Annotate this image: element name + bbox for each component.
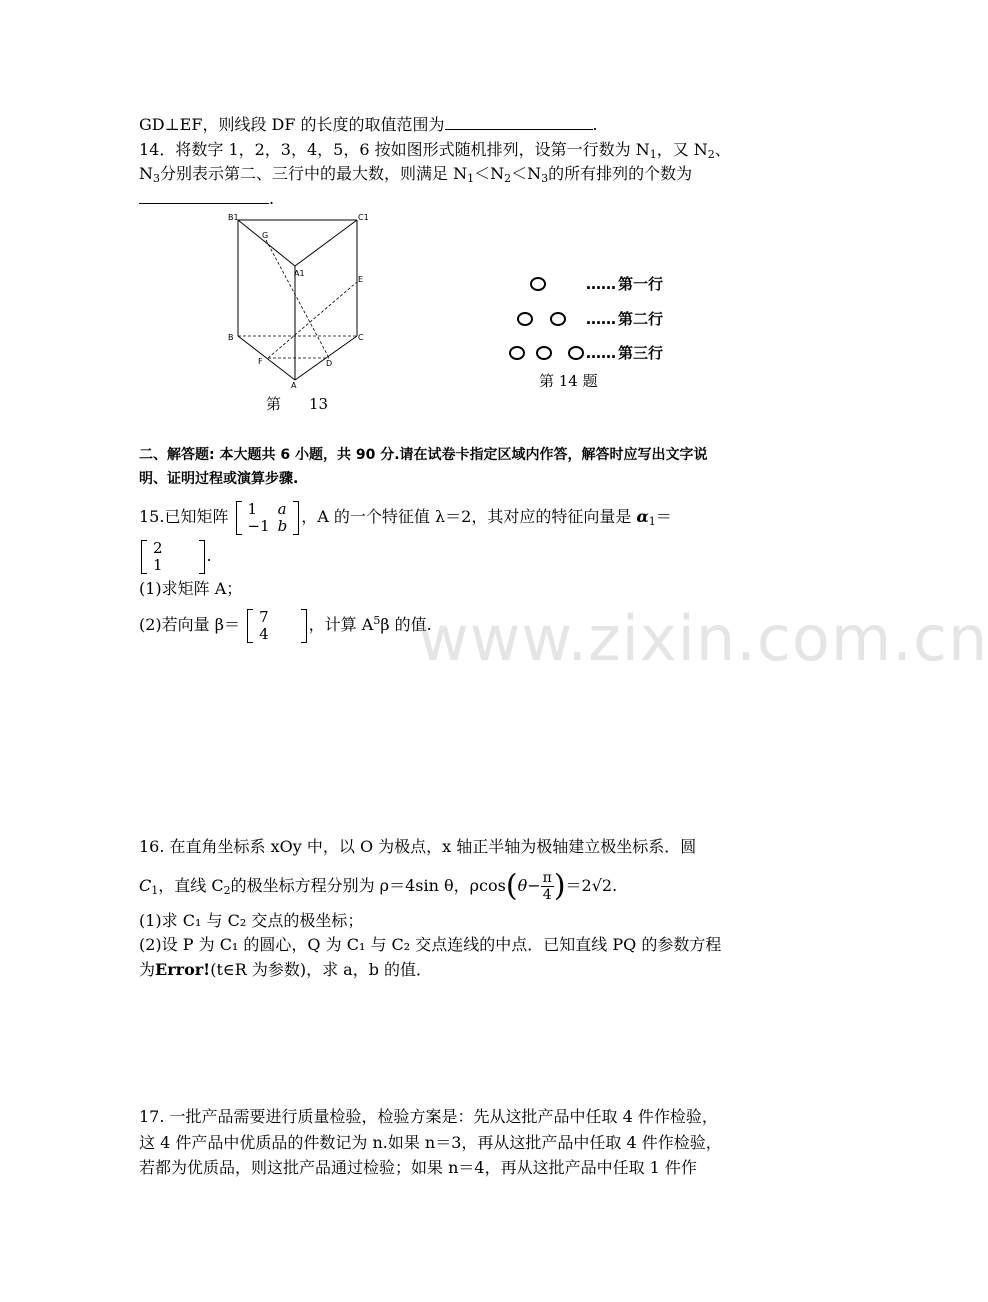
q14-sub: 3 <box>153 172 160 185</box>
q14-text-g: 的所有排列的个数为 <box>548 164 693 183</box>
label-e: E <box>358 275 364 284</box>
fraction-num: π <box>542 870 552 886</box>
label-row3: 第三行 <box>618 344 664 362</box>
q16-theta: θ− <box>517 876 541 895</box>
dots-row2: …… <box>586 310 616 328</box>
q14-text-a: 14．将数字 1，2，3，4，5，6 按如图形式随机排列，设第一行数为 N <box>139 140 650 159</box>
q14-end: . <box>269 189 275 208</box>
figure-13-caption <box>266 393 328 414</box>
circle-row2-a <box>518 313 532 325</box>
q15-p2sup: 5 <box>373 614 381 627</box>
q16-part2: (2)设 P 为 C₁ 的圆心，Q 为 C₁ 与 C₂ 交点连线的中点．已知直线 PQ 的参数方程 <box>139 935 722 954</box>
q16-text-d: ＝2√2. <box>565 876 618 895</box>
circle-row2-b <box>551 313 565 325</box>
q15-p2a: (2)若向量 β＝ <box>139 615 241 634</box>
q17-line1: 17. 一批产品需要进行质量检验，检验方案是：先从这批产品中任取 4 件作检验， <box>139 1107 718 1126</box>
matrix-a <box>236 501 300 535</box>
q16-line1: 16. 在直角坐标系 xOy 中，以 O 为极点，x 轴正半轴为极轴建立极坐标系．圆 <box>139 837 697 856</box>
q16-line2: $C_1$，直线 $C_2$的极坐标方程分别为 ρ＝4sin θ，ρcos(θ− $\frac{\pi}{4}$ )＝2√2. <box>139 868 618 904</box>
q15-line2: 2 1 . <box>139 536 212 576</box>
q16-p3a: 为 <box>139 960 156 979</box>
q16-sub: 1 <box>151 884 159 897</box>
label-row2: 第二行 <box>618 310 664 328</box>
alpha-sub: 1 <box>648 515 656 528</box>
q14-line3 <box>139 187 274 210</box>
segment-gd <box>266 240 329 358</box>
q16-text-b: ，直线 C <box>158 876 224 895</box>
q17-line3: 若都为优质品，则这批产品通过检验；如果 n＝4，再从这批产品中任取 1 件作 <box>139 1158 697 1177</box>
q14-sub: 2 <box>707 148 715 161</box>
label-c1: C1 <box>358 213 369 222</box>
label-b: B <box>228 333 234 342</box>
caption-13-left: 第 <box>266 395 282 413</box>
q15-line1 <box>139 497 672 537</box>
caption-13-right: 13 <box>309 395 329 413</box>
q15-p2c: β 的值. <box>380 615 432 634</box>
circle-row3-c <box>569 347 583 359</box>
q17-line2: 这 4 件产品中优质品的件数记为 n.如果 n＝3，再从这批产品中任取 4 件作检验， <box>139 1133 722 1152</box>
q16-sub: 2 <box>223 884 231 897</box>
q13-tail <box>139 113 598 136</box>
q16-part1: (1)求 C₁ 与 C₂ 交点的极坐标； <box>139 911 364 930</box>
dots-row3: …… <box>586 344 616 362</box>
q14-sub: 1 <box>649 148 657 161</box>
segment-fe <box>268 282 357 358</box>
q13-end: . <box>592 115 598 134</box>
figure-14-caption: 第 14 题 <box>539 372 598 390</box>
label-d: D <box>326 359 333 368</box>
label-row1: 第一行 <box>618 275 664 293</box>
label-f: F <box>258 357 263 366</box>
label-a: A <box>291 381 297 390</box>
vector-beta-2: 4 <box>259 624 269 643</box>
q13-text: GD⊥EF，则线段 DF 的长度的取值范围为 <box>139 115 445 134</box>
section-2-heading-line2: 明、证明过程或演算步骤. <box>139 471 299 487</box>
matrix-a-21: −1 <box>247 516 270 535</box>
q16-c: C <box>139 876 152 895</box>
q15-eq: ＝ <box>655 507 672 526</box>
circle-row1 <box>531 278 545 290</box>
q16-text-c: 的极坐标方程分别为 ρ＝4sin θ，ρcos <box>230 876 506 895</box>
section-2-heading-line1: 二、解答题: 本大题共 6 小题，共 90 分.请在试卷卡指定区域内作答，解答时应写出文字说 <box>139 447 708 463</box>
q15-part2 <box>139 605 432 645</box>
matrix-a-11: 1 <box>247 499 258 518</box>
q16-p3b: (t∈R 为参数)，求 a，b 的值． <box>210 960 433 979</box>
dots-row1: …… <box>586 275 616 293</box>
label-g: G <box>262 231 269 240</box>
figure-14-arrangement <box>508 270 678 370</box>
circle-row3-b <box>537 347 551 359</box>
fraction-den: 4 <box>542 887 552 903</box>
label-c: C <box>358 333 364 342</box>
q14-text-d: 分别表示第二、三行中的最大数，则满足 N <box>160 164 468 183</box>
label-a1: A1 <box>294 269 305 278</box>
answer-blank-14 <box>139 187 269 204</box>
q15-intro: 15.已知矩阵 <box>139 507 229 526</box>
q15-p2b: ，计算 A <box>308 615 374 634</box>
alpha-symbol: α <box>636 507 649 526</box>
vector-beta-1: 7 <box>259 607 269 626</box>
q14-line1 <box>139 139 731 161</box>
edge-ba <box>238 336 295 380</box>
q14-text-c: 、 <box>714 140 731 159</box>
q14-line2 <box>139 163 692 185</box>
label-b1: B1 <box>228 213 239 222</box>
q15-part1: (1)求矩阵 A； <box>139 579 243 598</box>
q14-text-b: ，又 N <box>656 140 708 159</box>
q14-sub: 3 <box>541 172 549 185</box>
q14-sub: 1 <box>467 172 475 185</box>
answer-blank-13 <box>445 113 593 130</box>
q14-sub: 2 <box>504 172 512 185</box>
fraction-pi-4 <box>541 870 554 903</box>
edge-b1a1 <box>238 220 295 266</box>
vector-alpha-2: 1 <box>153 555 163 574</box>
figure-13-prism <box>222 208 382 388</box>
vector-beta <box>247 609 307 643</box>
q14-n3: N <box>139 164 153 183</box>
matrix-a-22: b <box>277 516 288 535</box>
q16-part3 <box>139 959 432 981</box>
vector-alpha-1: 2 <box>153 538 163 557</box>
watermark: www.zixin.com.cn <box>418 602 988 675</box>
q14-text-f: ＜N <box>511 164 542 183</box>
q16-error-text: Error! <box>155 960 211 979</box>
q15-mid: ，A 的一个特征值 λ＝2，其对应的特征向量是 <box>301 507 632 526</box>
matrix-a-12: a <box>277 499 287 518</box>
edge-c1a1 <box>295 220 357 266</box>
vector-alpha <box>141 540 205 574</box>
q14-text-e: ＜N <box>474 164 505 183</box>
circle-row3-a <box>510 347 524 359</box>
